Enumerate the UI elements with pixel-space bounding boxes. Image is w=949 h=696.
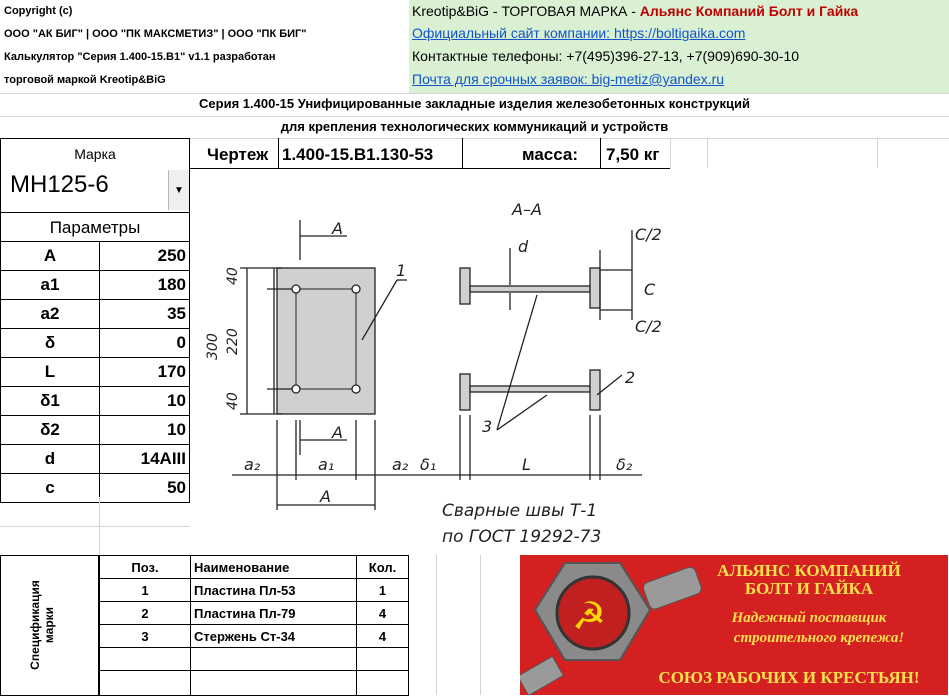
technical-drawing (192, 170, 948, 554)
spec-cell: 1 (356, 578, 409, 602)
dim-300: 300 (205, 333, 221, 360)
header-left (0, 0, 409, 93)
banner-line3: Надежный поставщик (731, 610, 887, 626)
param-value[interactable]: 180 (99, 270, 190, 300)
dim-40-bottom: 40 (225, 392, 241, 410)
spec-cell: 3 (99, 624, 191, 648)
dim-40-top: 40 (225, 267, 241, 285)
calc-text: Калькулятор "Серия 1.400-15.В1" v1.1 разработан (4, 51, 276, 63)
spec-cell (99, 670, 191, 696)
calc-text-2: торговой маркой Kreotip&BiG (4, 74, 166, 86)
dim-A: А (320, 487, 331, 506)
drawing-svg (192, 170, 948, 554)
param-name: A (0, 241, 100, 271)
section-label: А–А (512, 200, 542, 219)
copyright-text: Copyright (c) (4, 5, 73, 17)
spec-cell (190, 670, 357, 696)
spec-cell: 4 (356, 624, 409, 648)
spec-cell: 2 (99, 601, 191, 625)
dim-220: 220 (225, 328, 241, 355)
param-name: δ (0, 328, 100, 358)
dim-c2-top: С/2 (635, 225, 662, 244)
hammer-sickle-icon: ☭ (572, 594, 607, 638)
pos-3: 3 (482, 417, 493, 436)
banner-line1: АЛЬЯНС КОМПАНИЙ (717, 561, 901, 580)
marka-select-value[interactable]: МН125-6 (10, 171, 109, 198)
param-value[interactable]: 35 (99, 299, 190, 329)
spec-cell: 4 (356, 601, 409, 625)
spec-cell (99, 647, 191, 671)
dim-delta1: δ₁ (420, 455, 437, 474)
pos-1: 1 (396, 261, 407, 280)
spec-cell: Пластина Пл-53 (190, 578, 357, 602)
section-mark-bottom: А (332, 423, 343, 442)
param-value[interactable]: 10 (99, 415, 190, 445)
brand-name: Альянс Компаний Болт и Гайка (639, 3, 859, 19)
spec-cell (356, 670, 409, 696)
spec-cell: 1 (99, 578, 191, 602)
param-name: δ2 (0, 415, 100, 445)
param-name: c (0, 473, 100, 503)
drawing-number: 1.400-15.В1.130-53 (282, 145, 434, 164)
brand-banner (520, 555, 948, 695)
dim-a1: a₁ (318, 455, 335, 474)
param-value[interactable]: 14AIII (99, 444, 190, 474)
param-value[interactable]: 50 (99, 473, 190, 503)
section-mark-top: А (332, 219, 343, 238)
series-title-line2: для крепления технологических коммуникаций и устройств (280, 119, 669, 134)
param-value[interactable]: 250 (99, 241, 190, 271)
dim-L: L (522, 455, 531, 474)
series-title-line1: Серия 1.400-15 Унифицированные закладные изделия железобетонных конструкций (199, 96, 750, 111)
spec-cell: Пластина Пл-79 (190, 601, 357, 625)
spec-cell (356, 647, 409, 671)
banner-line4: строительного крепежа! (733, 630, 905, 646)
mass-label: масса: (522, 145, 579, 164)
site-link[interactable]: Официальный сайт компании: https://boltigaika.com (412, 25, 746, 41)
brand-line (412, 3, 858, 19)
dim-a2-right: a₂ (392, 455, 409, 474)
banner-line5: СОЮЗ РАБОЧИХ И КРЕСТЬЯН! (658, 668, 920, 687)
spec-header: Кол. (356, 555, 409, 579)
dim-a2-left: a₂ (244, 455, 261, 474)
weld-note-2: по ГОСТ 19292-73 (442, 527, 602, 547)
pos-2: 2 (625, 368, 636, 387)
weld-note-1: Сварные швы Т-1 (442, 501, 598, 521)
dim-d: d (518, 237, 529, 256)
param-value[interactable]: 0 (99, 328, 190, 358)
params-title: Параметры (0, 213, 190, 241)
dim-c2-bottom: С/2 (635, 317, 662, 336)
dropdown-arrow-icon[interactable]: ▼ (168, 170, 189, 210)
email-link[interactable]: Почта для срочных заявок: big-metiz@yandex.ru (412, 71, 725, 87)
phones-text: Контактные телефоны: +7(495)396-27-13, +7(909)690-30-10 (412, 48, 800, 64)
banner-line2: БОЛТ И ГАЙКА (744, 579, 874, 598)
param-name: a2 (0, 299, 100, 329)
param-value[interactable]: 170 (99, 357, 190, 387)
spec-cell: Стержень Ст-34 (190, 624, 357, 648)
param-name: δ1 (0, 386, 100, 416)
dim-delta2: δ₂ (616, 455, 633, 474)
spec-side-label: Спецификация марки (28, 580, 56, 670)
companies-text: ООО "АК БИГ" | ООО "ПК МАКСМЕТИЗ" | ООО "ПК БИГ" (4, 28, 307, 40)
dim-c: С (644, 280, 656, 299)
brand-prefix: Kreotip&BiG - ТОРГОВАЯ МАРКА - (412, 3, 640, 19)
spec-cell (190, 647, 357, 671)
mass-value: 7,50 кг (606, 145, 660, 164)
param-name: L (0, 357, 100, 387)
marka-label: Марка (74, 146, 116, 162)
param-name: d (0, 444, 100, 474)
header-right (409, 0, 949, 93)
param-name: a1 (0, 270, 100, 300)
param-value[interactable]: 10 (99, 386, 190, 416)
drawing-label: Чертеж (207, 145, 269, 164)
spec-header: Поз. (99, 555, 191, 579)
spec-header: Наименование (190, 555, 357, 579)
